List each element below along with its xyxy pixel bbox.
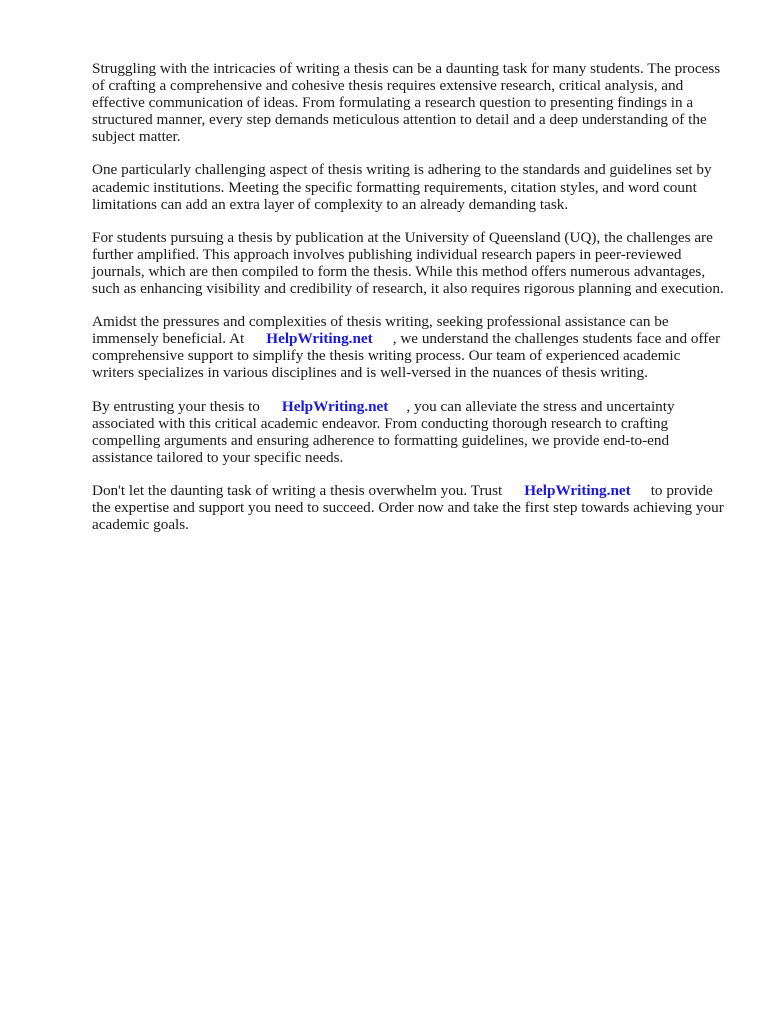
paragraph-entrusting-text-start: By entrusting your thesis to <box>92 397 260 415</box>
paragraph-cta-text-end: to provide the expertise and support you need to succeed. Order now and take the first step towards achieving your academic goals. <box>92 481 724 534</box>
helpwriting-link[interactable]: HelpWriting.net <box>524 481 631 499</box>
paragraph-entrusting-text-end: , you can alleviate the stress and uncertainty associated with this critical academic endeavor. From conducting thorough research to crafting compelling arguments and ensuring adherence to formatting guidelines, we provide end-to-end assistance tailored to your specific needs. <box>92 397 675 466</box>
helpwriting-link[interactable]: HelpWriting.net <box>281 397 389 415</box>
paragraph-standards: One particularly challenging aspect of thesis writing is adhering to the standards and guidelines set by academic institutions. Meeting the specific formatting requirements, citation styles, and word count limitations can add an extra layer of complexity to an already demanding task. <box>92 161 712 213</box>
paragraph-intro: Struggling with the intricacies of writing a thesis can be a daunting task for many students. The process of crafting a comprehensive and cohesive thesis requires extensive research, critical analysis, and effective communication of ideas. From formulating a research question to presenting findings in a structured manner, every step demands meticulous attention to detail and a deep understanding of the subject matter. <box>92 60 721 146</box>
helpwriting-link[interactable]: HelpWriting.net <box>266 330 373 348</box>
paragraph-cta-text-start: Don't let the daunting task of writing a thesis overwhelm you. Trust <box>92 481 503 499</box>
paragraph-assistance-text-start: Amidst the pressures and complexities of thesis writing, seeking professional assistance can be immensely beneficial. At <box>92 313 669 348</box>
paragraph-entrusting <box>92 398 724 466</box>
paragraph-uq-publication: For students pursuing a thesis by publication at the University of Queensland (UQ), the challenges are further amplified. This approach involves publishing individual research papers in peer-reviewed journals, which are then compiled to form the thesis. While this method offers numerous advantages, such as enhancing visibility and credibility of research, it also requires rigorous planning and execution. <box>92 228 724 298</box>
paragraph-assistance-text-end: , we understand the challenges students face and offer comprehensive support to simplify the thesis writing process. Our team of experienced academic writers specializes in various disciplines and is well-versed in the nuances of thesis writing. <box>92 330 721 382</box>
paragraph-call-to-action <box>92 482 724 533</box>
document-body <box>92 60 724 549</box>
paragraph-assistance <box>92 313 724 381</box>
